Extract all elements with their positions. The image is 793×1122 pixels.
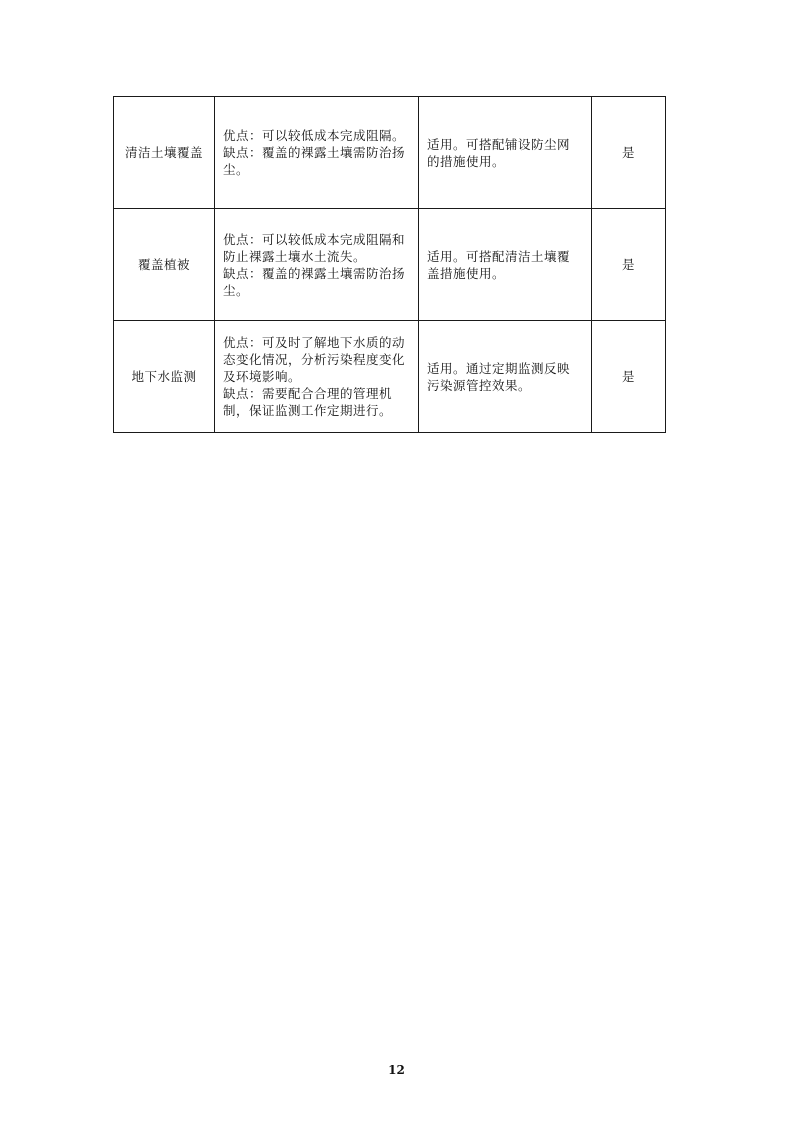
pros-cons-line: 尘。	[223, 282, 250, 298]
table-row	[114, 321, 666, 433]
pros-cons-line: 及环境影响。	[223, 369, 302, 384]
selected-cell: 是	[592, 209, 666, 321]
applicability-line: 适用。通过定期监测反映	[427, 360, 571, 376]
measure-name-cell: 地下水监测	[114, 321, 215, 433]
applicability-line: 适用。可搭配铺设防尘网	[427, 136, 571, 152]
applicability-cell	[419, 97, 592, 209]
measure-name-cell: 覆盖植被	[114, 209, 215, 321]
pros-cons-line: 制，保证监测工作定期进行。	[223, 403, 393, 418]
applicability-line: 适用。可搭配清洁土壤覆	[427, 248, 571, 264]
pros-cons-line: 缺点：覆盖的裸露土壤需防治扬	[223, 145, 406, 160]
measure-name-cell: 清洁土壤覆盖	[114, 97, 215, 209]
remediation-measures-table	[113, 96, 666, 433]
pros-cons-line: 防止裸露土壤水土流失。	[223, 248, 367, 264]
pros-cons-cell	[215, 97, 419, 209]
pros-cons-line: 缺点：覆盖的裸露土壤需防治扬	[223, 265, 406, 281]
applicability-line: 的措施使用。	[427, 153, 506, 169]
table-row	[114, 97, 666, 209]
pros-cons-cell	[215, 321, 419, 433]
applicability-cell	[419, 209, 592, 321]
table-row	[114, 209, 666, 321]
pros-cons-line: 态变化情况，分析污染程度变化	[223, 352, 406, 367]
applicability-line: 盖措施使用。	[427, 265, 506, 281]
pros-cons-line: 优点：可以较低成本完成阻隔和	[223, 231, 406, 247]
pros-cons-line: 优点：可以较低成本完成阻隔。	[223, 128, 406, 143]
page-number: 12	[388, 1063, 405, 1077]
pros-cons-line: 尘。	[223, 162, 250, 177]
pros-cons-line: 缺点：需要配合合理的管理机	[223, 386, 393, 401]
pros-cons-line: 优点：可及时了解地下水质的动	[223, 335, 406, 350]
applicability-cell	[419, 321, 592, 433]
selected-cell: 是	[592, 321, 666, 433]
pros-cons-cell	[215, 209, 419, 321]
selected-cell: 是	[592, 97, 666, 209]
applicability-line: 污染源管控效果。	[427, 377, 532, 393]
